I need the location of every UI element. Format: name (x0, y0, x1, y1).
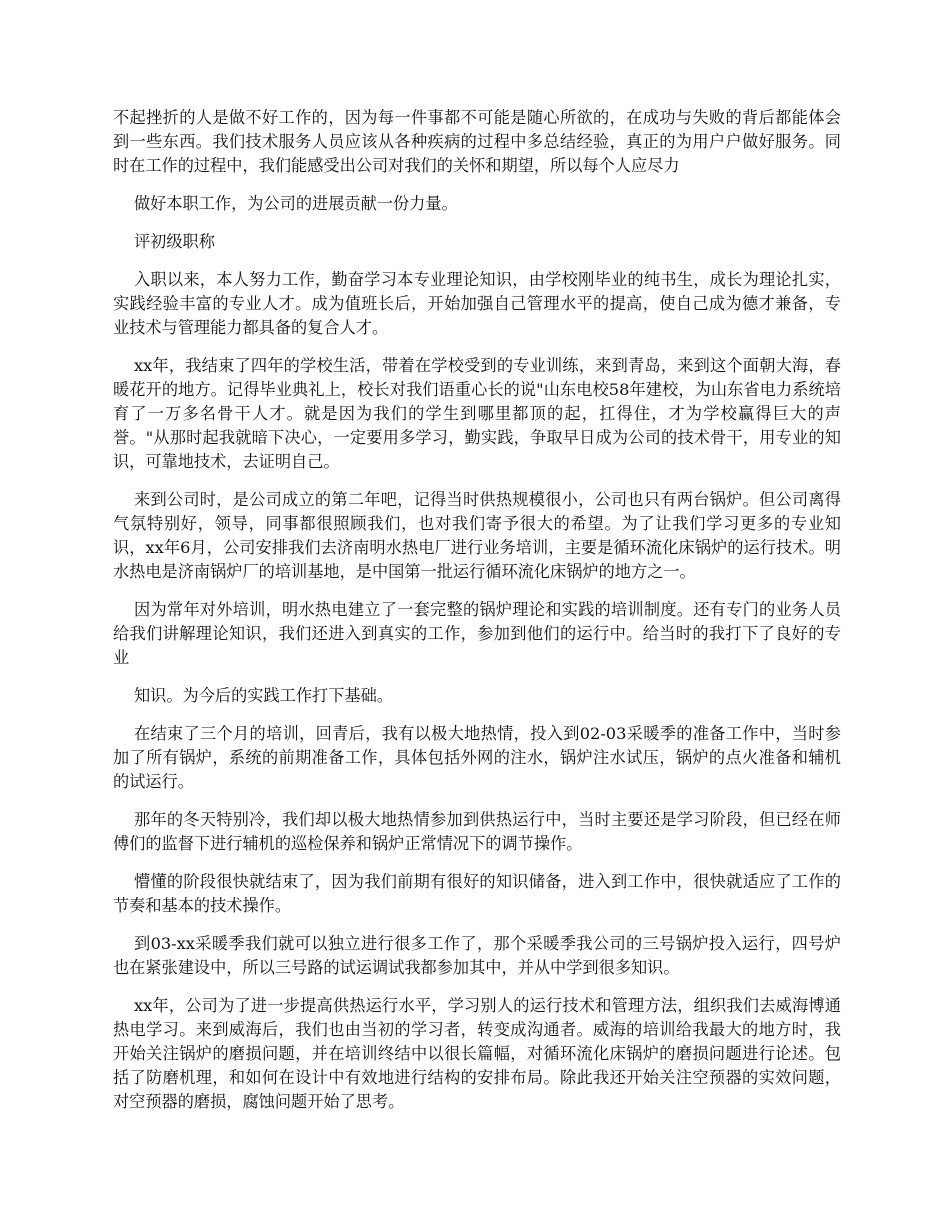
section-heading: 评初级职称 (134, 232, 215, 251)
paragraph-5: 来到公司时，是公司成立的第二年吧，记得当时供热规模很小，公司也只有两台锅炉。但公司离得气氛特别好，领导，同事都很照顾我们，也对我们寄予很大的希望。为了让我们学习更多的专业知识，xx年6月，公司安排我们去济南明水热电厂进行业务培训，主要是循环流化床锅炉的运行技术。明水热电是济南锅炉厂的培训基地，是中国第一批运行循环流化床锅炉的地方之一。 (113, 490, 841, 581)
paragraph-12: xx年，公司为了进一步提高供热运行水平，学习别人的运行技术和管理方法，组织我们去威海博通热电学习。来到威海后，我们也由当初的学习者，转变成沟通者。威海的培训给我最大的地方时，我开始关注锅炉的磨损问题，并在培训终结中以很长篇幅，对循环流化床锅炉的磨损问题进行论述。包括了防磨机理，和如何在设计中有效地进行结构的安排布局。除此我还开始关注空预器的实效问题，对空预器的磨损，腐蚀问题开始了思考。 (113, 996, 841, 1111)
paragraph-9: 那年的冬天特别冷，我们却以极大地热情参加到供热运行中，当时主要还是学习阶段，但已经在师傅们的监督下进行辅机的巡检保养和锅炉正常情况下的调节操作。 (113, 810, 841, 853)
document-page (113, 106, 841, 1128)
paragraph-11: 到03-xx采暖季我们就可以独立进行很多工作了，那个采暖季我公司的三号锅炉投入运行，四号炉也在紧张建设中，所以三号路的试运调试我都参加其中，并从中学到很多知识。 (113, 934, 841, 977)
paragraph-2: 做好本职工作，为公司的进展贡献一份力量。 (134, 194, 458, 213)
paragraph-4: xx年，我结束了四年的学校生活，带着在学校受到的专业训练，来到青岛，来到这个面朝大海，春暖花开的地方。记得毕业典礼上，校长对我们语重心长的说"山东电校58年建校，为山东省电力系统培育了一万多名骨干人才。就是因为我们的学生到哪里都顶的起，扛得住，才为学校赢得巨大的声誉。"从那时起我就暗下决心，一定要用多学习，勤实践，争取早日成为公司的技术骨干，用专业的知识，可靠地技术，去证明自己。 (113, 356, 841, 471)
paragraph-6: 因为常年对外培训，明水热电建立了一套完整的锅炉理论和实践的培训制度。还有专门的业务人员给我们讲解理论知识，我们还进入到真实的工作，参加到他们的运行中。给当时的我打下了良好的专业 (113, 600, 841, 667)
paragraph-3: 入职以来，本人努力工作，勤奋学习本专业理论知识，由学校刚毕业的纯书生，成长为理论扎实，实践经验丰富的专业人才。成为值班长后，开始加强自己管理水平的提高，使自己成为德才兼备，专业技术与管理能力都具备的复合人才。 (113, 270, 841, 337)
paragraph-8: 在结束了三个月的培训，回青后，我有以极大地热情，投入到02-03采暖季的准备工作中，当时参加了所有锅炉，系统的前期准备工作，具体包括外网的注水，锅炉注水试压，锅炉的点火准备和辅机的试运行。 (113, 724, 841, 791)
paragraph-1: 不起挫折的人是做不好工作的，因为每一件事都不可能是随心所欲的，在成功与失败的背后都能体会到一些东西。我们技术服务人员应该从各种疾病的过程中多总结经验，真正的为用户户做好服务。同时在工作的过程中，我们能感受出公司对我们的关怀和期望，所以每个人应尽力 (113, 108, 841, 175)
paragraph-7: 知识。为今后的实践工作打下基础。 (134, 686, 393, 705)
paragraph-10: 懵懂的阶段很快就结束了，因为我们前期有很好的知识储备，进入到工作中，很快就适应了工作的节奏和基本的技术操作。 (113, 872, 841, 915)
